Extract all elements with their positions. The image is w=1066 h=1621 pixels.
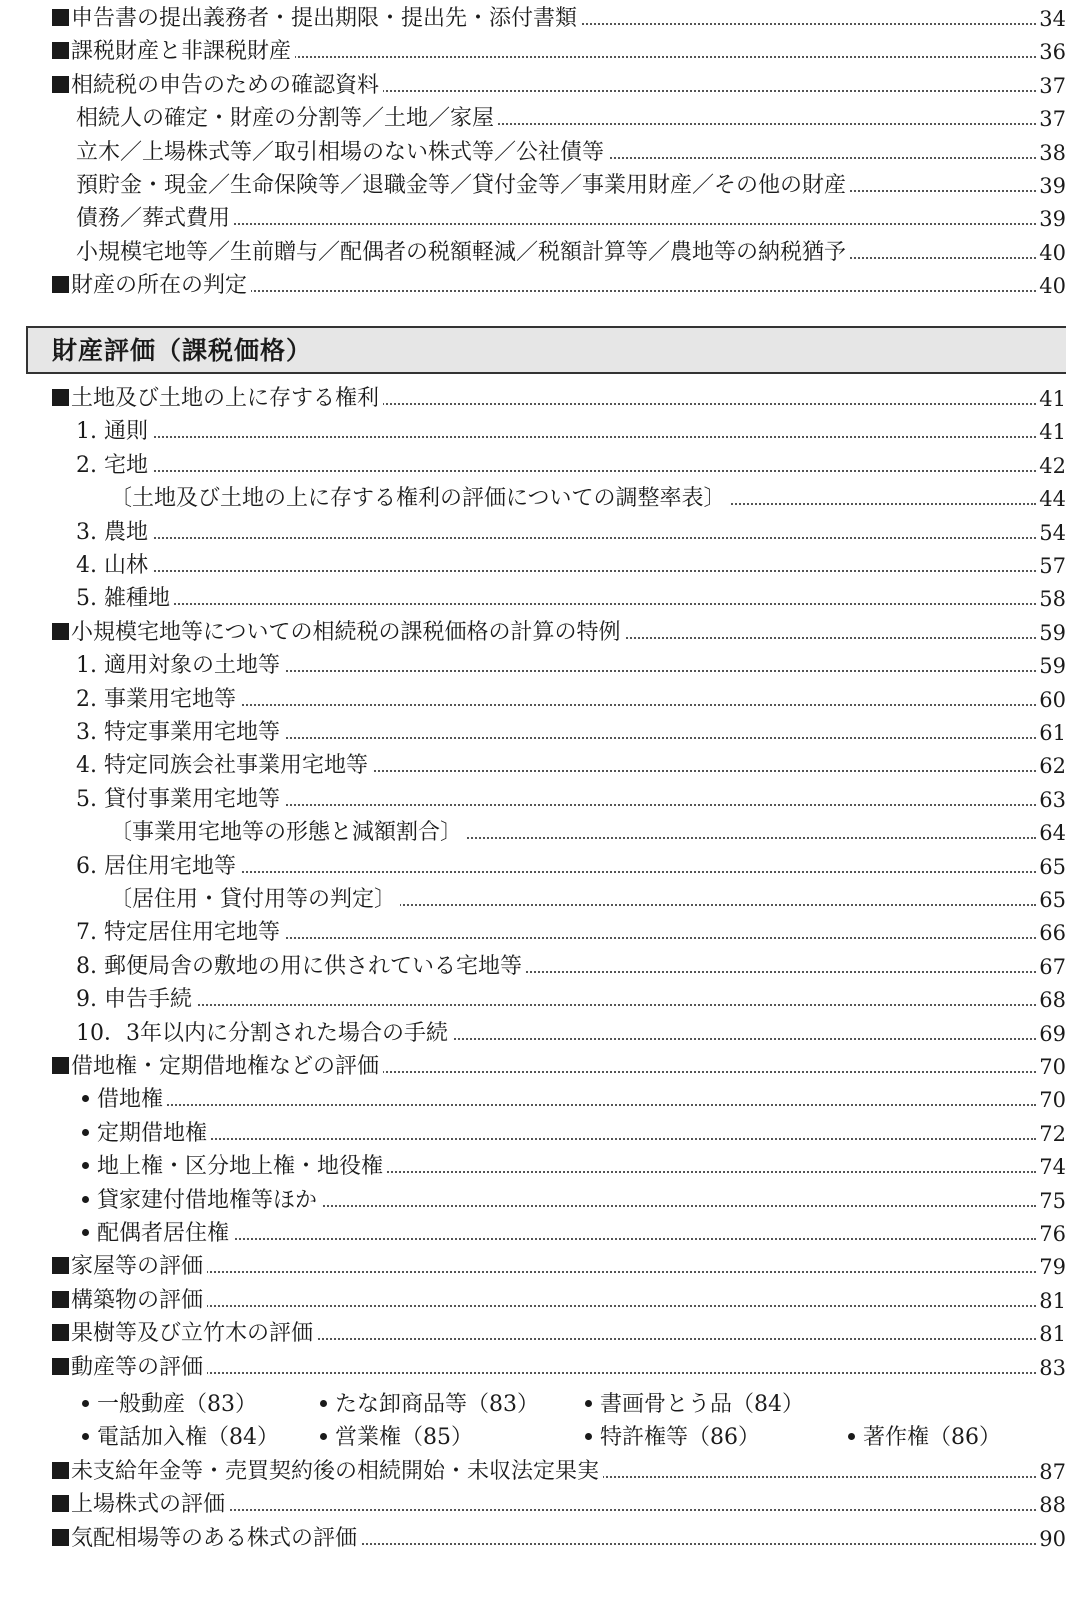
toc-entry[interactable] <box>0 716 1066 750</box>
toc-entry[interactable] <box>0 1455 1066 1489</box>
toc-entry[interactable] <box>0 816 1066 850</box>
bullet-icon <box>82 1196 89 1203</box>
toc-page-number: 87 <box>1036 1455 1066 1489</box>
toc-entry[interactable] <box>0 1522 1066 1556</box>
toc-entry-text: 小規模宅地等についての相続税の課税価格の計算の特例 <box>71 619 621 645</box>
toc-entry-label <box>82 1150 387 1184</box>
toc-entry[interactable] <box>0 1150 1066 1184</box>
section-title: 財産評価（課税価格） <box>52 336 313 365</box>
toc-entry-label <box>82 1117 211 1151</box>
toc-entry-label <box>76 749 372 783</box>
bullet-icon <box>585 1400 592 1407</box>
toc-entry-text: 8. 郵便局舎の敷地の用に供されている宅地等 <box>76 953 522 979</box>
toc-entry[interactable] <box>0 202 1066 236</box>
leader-dots <box>86 470 1036 472</box>
toc-entry-label <box>76 1017 452 1051</box>
toc-entry[interactable] <box>0 269 1066 303</box>
toc-entry-text: 〔事業用宅地等の形態と減額割合〕 <box>110 820 463 846</box>
leader-dots <box>92 1138 1036 1140</box>
black-square-icon <box>52 42 69 59</box>
toc-page-number: 70 <box>1036 1083 1066 1117</box>
bullet-icon <box>82 1400 89 1407</box>
toc-entry-label <box>76 169 850 203</box>
toc-entry[interactable] <box>0 783 1066 817</box>
toc-entry[interactable] <box>0 35 1066 69</box>
toc-entry-text: 定期借地権 <box>97 1120 208 1146</box>
black-square-icon <box>52 1057 69 1074</box>
toc-entry-text: 未支給年金等・売買契約後の相続開始・未収法定果実 <box>71 1459 600 1484</box>
toc-entry-label <box>76 202 234 236</box>
toc-page-number: 36 <box>1036 35 1066 69</box>
black-square-icon <box>52 1291 69 1308</box>
toc-entry[interactable] <box>0 1184 1066 1218</box>
movable-asset-item[interactable] <box>585 1388 804 1422</box>
toc-page-number: 67 <box>1036 950 1066 984</box>
toc-page-number: 65 <box>1036 850 1066 884</box>
black-square-icon <box>52 389 69 406</box>
toc-entry[interactable] <box>0 482 1066 516</box>
leader-dots <box>62 1271 1036 1273</box>
toc-page-number: 74 <box>1036 1150 1066 1184</box>
toc-entry[interactable] <box>0 382 1066 416</box>
toc-entry-label <box>52 1522 361 1556</box>
toc-page-number: 83 <box>1036 1351 1066 1385</box>
bullet-icon <box>585 1433 592 1440</box>
toc-entry[interactable] <box>0 1050 1066 1084</box>
toc-entry-label <box>52 269 251 303</box>
toc-entry-text: 5. 貸付事業用宅地等 <box>76 786 280 812</box>
black-square-icon <box>52 76 69 93</box>
leader-dots <box>86 537 1036 539</box>
toc-page-number: 76 <box>1036 1217 1066 1251</box>
toc-entry-label <box>52 1455 603 1489</box>
bullet-icon <box>82 1433 89 1440</box>
toc-entry[interactable] <box>0 1250 1066 1284</box>
leader-dots <box>92 1104 1036 1106</box>
movable-asset-item[interactable] <box>320 1388 539 1422</box>
toc-entry-text: 7. 特定居住用宅地等 <box>76 920 280 946</box>
toc-entry-label <box>76 716 284 750</box>
toc-page-number: 39 <box>1036 169 1066 203</box>
section-header <box>26 326 1066 374</box>
toc-entry[interactable] <box>0 69 1066 103</box>
toc-entry[interactable] <box>0 1488 1066 1522</box>
toc-page-number: 57 <box>1036 549 1066 583</box>
toc-page-number: 69 <box>1036 1017 1066 1051</box>
black-square-icon <box>52 9 69 26</box>
toc-page-number: 81 <box>1036 1284 1066 1318</box>
toc-entry-label <box>52 616 625 650</box>
toc-entry-text: 配偶者居住権 <box>97 1221 230 1246</box>
toc-page-number: 58 <box>1036 582 1066 616</box>
toc-page-number: 38 <box>1036 136 1066 170</box>
toc-entry-text: 上場株式の評価 <box>71 1492 226 1518</box>
toc-entry-text: 相続税の申告のための確認資料 <box>71 72 380 98</box>
movable-asset-item[interactable] <box>848 1421 1001 1455</box>
toc-entry-label <box>76 649 284 683</box>
toc-entry-text: 3. 特定事業用宅地等 <box>76 720 280 745</box>
toc-entry-text: 債務／葬式費用 <box>76 206 231 232</box>
toc-entry[interactable] <box>0 749 1066 783</box>
movable-asset-item[interactable] <box>82 1388 257 1422</box>
black-square-icon <box>52 276 69 293</box>
toc-entry-label <box>110 482 730 516</box>
toc-entry-text: 10．3年以内に分割された場合の手続 <box>76 1020 448 1046</box>
toc-page-number: 34 <box>1036 2 1066 36</box>
toc-entry-label <box>76 950 526 984</box>
toc-entry-text: 〔土地及び土地の上に存する権利の評価についての調整率表〕 <box>110 486 726 512</box>
toc-entry-label <box>76 549 152 583</box>
toc-entry-label <box>76 783 284 817</box>
toc-entry[interactable] <box>0 169 1066 203</box>
toc-entry[interactable] <box>0 102 1066 136</box>
toc-entry-label <box>82 1184 321 1218</box>
toc-entry-text: 2. 宅地 <box>76 452 148 478</box>
toc-page-number: 37 <box>1036 69 1066 103</box>
leader-dots <box>86 603 1036 605</box>
toc-entry-label <box>76 236 850 270</box>
toc-entry[interactable] <box>0 1217 1066 1251</box>
toc-entry-label <box>110 883 400 917</box>
bullet-icon <box>82 1162 89 1169</box>
toc-entry-text: 9. 申告手続 <box>76 987 192 1013</box>
black-square-icon <box>52 1257 69 1274</box>
toc-entry-text: 家屋等の評価 <box>71 1254 204 1280</box>
black-square-icon <box>52 1358 69 1375</box>
bullet-icon <box>320 1400 327 1407</box>
toc-entry[interactable] <box>0 683 1066 717</box>
movable-asset-text: 営業権（85） <box>335 1425 473 1450</box>
toc-entry-label <box>76 582 174 616</box>
bullet-icon <box>848 1433 855 1440</box>
movable-asset-text: 一般動産（83） <box>97 1392 257 1417</box>
toc-page-number: 72 <box>1036 1117 1066 1151</box>
toc-entry-text: 地上権・区分地上権・地役権 <box>97 1154 384 1180</box>
toc-entry[interactable] <box>0 516 1066 550</box>
toc-page-number: 79 <box>1036 1250 1066 1284</box>
toc-entry-text: 3. 農地 <box>76 519 148 545</box>
toc-entry-text: 1. 通則 <box>76 419 148 445</box>
leader-dots <box>86 436 1036 438</box>
toc-entry[interactable] <box>0 850 1066 884</box>
toc-entry-label <box>52 1488 229 1522</box>
toc-entry-label <box>52 1351 207 1385</box>
black-square-icon <box>52 1529 69 1546</box>
bullet-icon <box>82 1095 89 1102</box>
toc-entry-label <box>52 382 383 416</box>
toc-entry[interactable] <box>0 983 1066 1017</box>
toc-entry[interactable] <box>0 449 1066 483</box>
toc-entry[interactable] <box>0 1083 1066 1117</box>
toc-entry-text: 財産の所在の判定 <box>71 273 248 299</box>
toc-entry-text: 5. 雑種地 <box>76 586 170 612</box>
toc-entry-label <box>76 916 284 950</box>
black-square-icon <box>52 623 69 640</box>
toc-entry-label <box>76 683 240 717</box>
toc-entry[interactable] <box>0 1117 1066 1151</box>
leader-dots <box>86 570 1036 572</box>
toc-entry-label <box>52 2 581 36</box>
toc-entry-text: 動産等の評価 <box>71 1354 204 1380</box>
black-square-icon <box>52 1462 69 1479</box>
toc-entry-text: 2. 事業用宅地等 <box>76 686 236 712</box>
toc-entry-label <box>52 1317 317 1351</box>
movable-asset-text: 書画骨とう品（84） <box>600 1392 804 1417</box>
toc-page-number: 41 <box>1036 415 1066 449</box>
toc-entry-text: 果樹等及び立竹木の評価 <box>71 1321 314 1347</box>
toc-page-number: 44 <box>1036 482 1066 516</box>
toc-entry-label <box>76 850 240 884</box>
toc-entry-text: 相続人の確定・財産の分割等／土地／家屋 <box>76 106 495 132</box>
toc-entry[interactable] <box>0 950 1066 984</box>
toc-entry-text: 小規模宅地等／生前贈与／配偶者の税額軽減／税額計算等／農地等の納税猶予 <box>76 239 847 265</box>
movable-asset-text: 電話加入権（84） <box>97 1425 279 1450</box>
toc-page-number: 62 <box>1036 749 1066 783</box>
toc-entry[interactable] <box>0 883 1066 917</box>
toc-entry-label <box>52 69 383 103</box>
toc-entry-text: 6. 居住用宅地等 <box>76 853 236 879</box>
toc-page-number: 63 <box>1036 783 1066 817</box>
toc-entry-text: 4. 特定同族会社事業用宅地等 <box>76 753 368 779</box>
toc-page-number: 41 <box>1036 382 1066 416</box>
toc-page-number: 54 <box>1036 516 1066 550</box>
toc-page-number: 37 <box>1036 102 1066 136</box>
toc-entry-text: 預貯金・現金／生命保険等／退職金等／貸付金等／事業用財産／その他の財産 <box>76 173 847 198</box>
toc-page-number: 42 <box>1036 449 1066 483</box>
toc-page-number: 40 <box>1036 236 1066 270</box>
black-square-icon <box>52 1495 69 1512</box>
toc-entry[interactable] <box>0 1017 1066 1051</box>
toc-entry[interactable] <box>0 582 1066 616</box>
toc-entry-text: 課税財産と非課税財産 <box>71 39 292 65</box>
toc-entry-text: 借地権 <box>97 1087 164 1113</box>
toc-entry-label <box>76 983 196 1017</box>
toc-entry-text: 立木／上場株式等／取引相場のない株式等／公社債等 <box>76 139 605 165</box>
toc-entry-text: 申告書の提出義務者・提出期限・提出先・添付書類 <box>71 6 578 31</box>
toc-entry-label <box>82 1217 233 1251</box>
toc-entry-label <box>52 35 295 69</box>
toc-entry[interactable] <box>0 1351 1066 1385</box>
toc-entry[interactable] <box>0 236 1066 270</box>
toc-page-number: 59 <box>1036 649 1066 683</box>
toc-page-number: 90 <box>1036 1522 1066 1556</box>
toc-entry[interactable] <box>0 1284 1066 1318</box>
toc-page-number: 68 <box>1036 983 1066 1017</box>
toc-entry-text: 構築物の評価 <box>71 1287 204 1313</box>
toc-entry[interactable] <box>0 2 1066 36</box>
bullet-icon <box>82 1229 89 1236</box>
toc-page-number: 61 <box>1036 716 1066 750</box>
toc-page-number: 88 <box>1036 1488 1066 1522</box>
movable-asset-item[interactable] <box>320 1421 473 1455</box>
toc-page-number: 65 <box>1036 883 1066 917</box>
toc-entry-text: 4. 山林 <box>76 553 148 578</box>
movable-asset-item[interactable] <box>585 1421 760 1455</box>
toc-entry-label <box>76 415 152 449</box>
movable-asset-text: たな卸商品等（83） <box>335 1392 539 1417</box>
toc-page-number: 81 <box>1036 1317 1066 1351</box>
toc-entry-text: 気配相場等のある株式の評価 <box>71 1525 358 1551</box>
toc-entry-label <box>52 1284 207 1318</box>
toc-entry[interactable] <box>0 916 1066 950</box>
toc-page-number: 75 <box>1036 1184 1066 1218</box>
toc-entry-label <box>76 449 152 483</box>
bullet-icon <box>82 1129 89 1136</box>
toc-entry-label <box>110 816 466 850</box>
toc-entry-label <box>76 516 152 550</box>
toc-page-number: 66 <box>1036 916 1066 950</box>
toc-page-number: 59 <box>1036 616 1066 650</box>
toc-entry[interactable] <box>0 415 1066 449</box>
toc-entry[interactable] <box>0 136 1066 170</box>
toc-entry-text: 〔居住用・貸付用等の判定〕 <box>110 887 397 912</box>
toc-entry[interactable] <box>0 616 1066 650</box>
black-square-icon <box>52 1324 69 1341</box>
toc-entry[interactable] <box>0 649 1066 683</box>
toc-entry-label <box>76 102 498 136</box>
toc-entry-label <box>52 1050 383 1084</box>
toc-page-number: 60 <box>1036 683 1066 717</box>
toc-page-number: 39 <box>1036 202 1066 236</box>
toc-entry-label <box>52 1250 207 1284</box>
toc-entry-text: 借地権・定期借地権などの評価 <box>71 1054 380 1079</box>
toc-entry[interactable] <box>0 1317 1066 1351</box>
toc-page-number: 40 <box>1036 269 1066 303</box>
leader-dots <box>92 1238 1036 1240</box>
leader-dots <box>86 1004 1036 1006</box>
movable-asset-text: 特許権等（86） <box>600 1425 760 1450</box>
toc-entry-text: 貸家建付借地権等ほか <box>97 1187 318 1213</box>
toc-entry-label <box>82 1083 167 1117</box>
toc-entry-text: 土地及び土地の上に存する権利 <box>71 386 380 411</box>
bullet-icon <box>320 1433 327 1440</box>
toc-page-number: 70 <box>1036 1050 1066 1084</box>
toc-entry-label <box>76 136 608 170</box>
movable-asset-item[interactable] <box>82 1421 279 1455</box>
toc-entry[interactable] <box>0 549 1066 583</box>
leader-dots <box>62 1305 1036 1307</box>
toc-page-number: 64 <box>1036 816 1066 850</box>
toc-entry-text: 1. 適用対象の土地等 <box>76 653 280 679</box>
leader-dots <box>62 1372 1036 1374</box>
movable-asset-text: 著作権（86） <box>863 1425 1001 1450</box>
